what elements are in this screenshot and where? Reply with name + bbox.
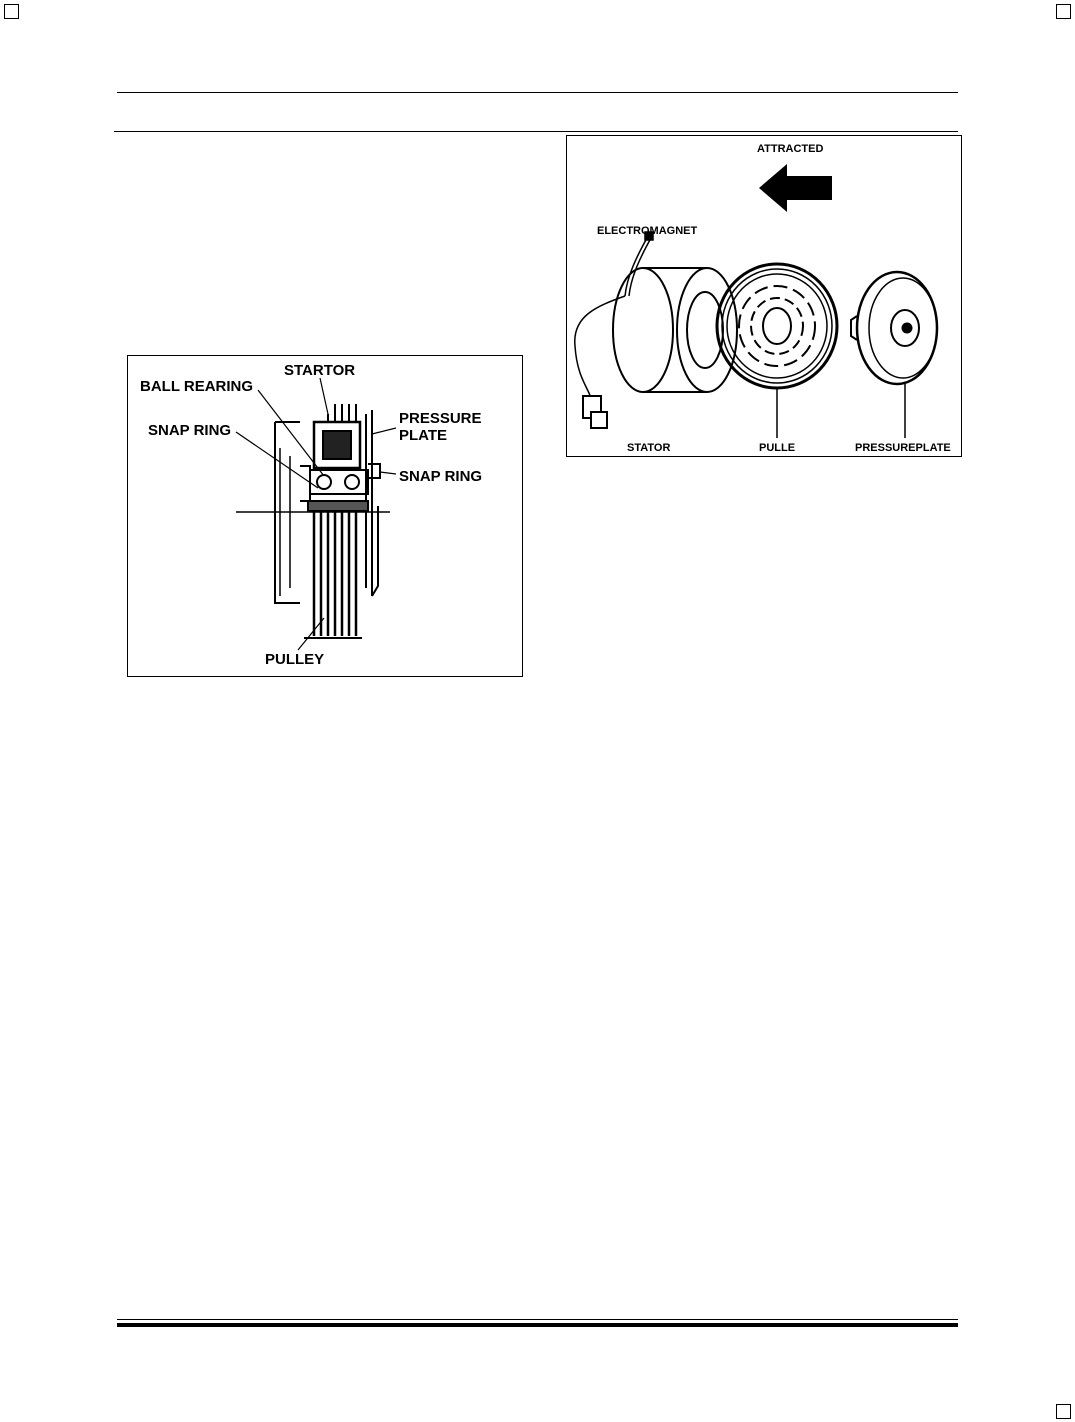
label-attracted: ATTRACTED [757,143,824,155]
clutch-cross-section-drawing [128,356,524,678]
clutch-exploded-figure [566,135,962,457]
header-rule-bottom [114,131,958,132]
label-ball-bearing: BALL REARING [140,378,254,395]
clutch-cross-section-figure [127,355,523,677]
pulley-disc [717,264,837,388]
label-pressure-plate-line1: PRESSURE [399,410,482,427]
label-stator: STARTOR [284,362,356,379]
label-pulley: PULLEY [265,651,325,668]
corner-mark-top-left [4,4,19,19]
clutch-exploded-drawing [567,136,963,458]
label-snap-ring-right: SNAP RING [399,468,483,485]
label-stator: STATOR [627,442,671,454]
label-pulley: PULLE [759,442,796,454]
footer-rule-thick [117,1323,958,1327]
label-pressure-plate: PRESSUREPLATE [855,442,951,454]
corner-mark-bottom-right [1056,1404,1071,1419]
footer-rule-thin [117,1319,958,1320]
label-snap-ring-left: SNAP RING [148,422,232,439]
header-rule-top [117,92,958,93]
corner-mark-top-right [1056,4,1071,19]
label-electromagnet: ELECTROMAGNET [597,225,698,237]
label-pressure-plate-line2: PLATE [399,427,448,444]
pressure-plate-disc [851,272,937,384]
attracted-arrow-shape [759,164,832,212]
